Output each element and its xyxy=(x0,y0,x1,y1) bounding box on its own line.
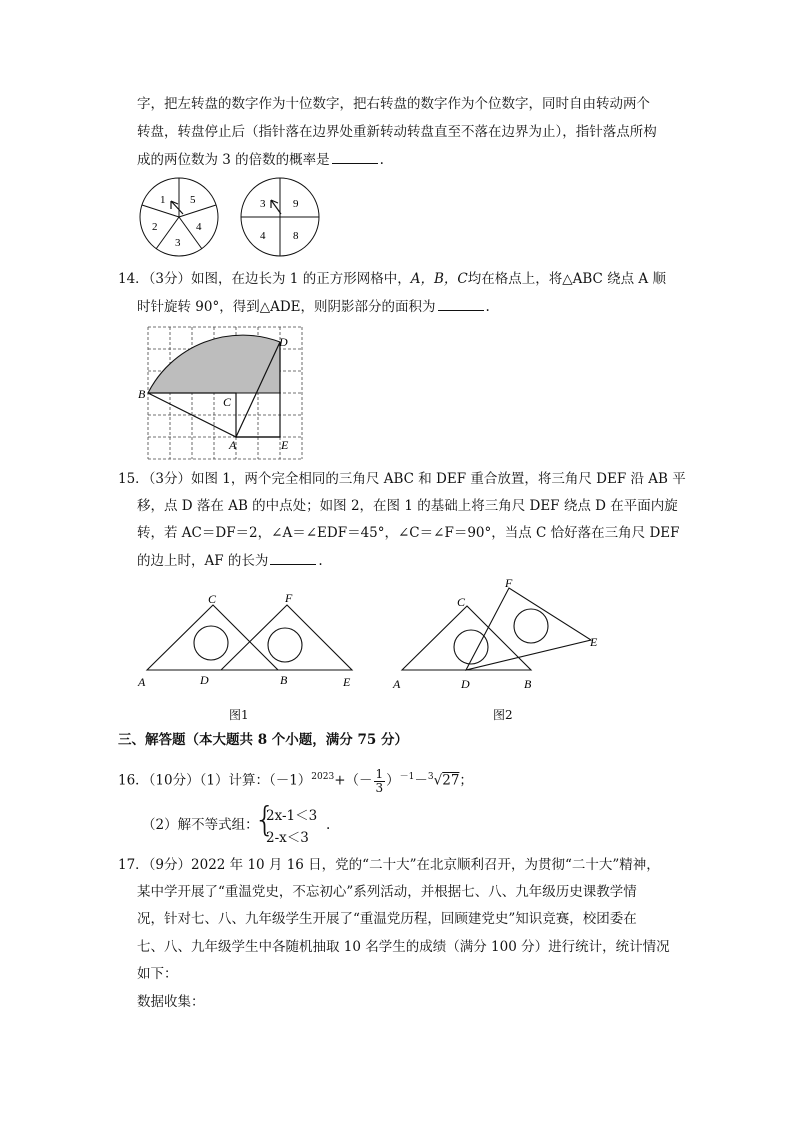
right-wheel-label: 4 xyxy=(260,230,266,242)
right-spinner xyxy=(241,178,319,256)
q15-figure-1 xyxy=(130,580,370,690)
q13-text-line-1: 字，把左转盘的数字作为十位数字，把右转盘的数字作为个位数字，同时自由转动两个 xyxy=(137,96,650,112)
q15-text-line-2: 移，点 D 落在 AB 的中点处；如图 2，在图 1 的基础上将三角尺 DEF 绕点 D 在平面内旋 xyxy=(137,498,678,514)
q15-text-line-1: 15．（3分）如图 1，两个完全相同的三角尺 ABC 和 DEF 重合放置，将三角尺 DEF 沿 AB 平 xyxy=(118,471,686,487)
triangle-abc xyxy=(402,606,531,670)
right-wheel-label: 3 xyxy=(260,198,266,210)
sqrt-icon: √ xyxy=(433,772,443,789)
q17-text-line-4: 七、八、九年级学生中各随机抽取 10 名学生的成绩（满分 100 分）进行统计，统计情况 xyxy=(137,939,670,955)
left-wheel-label: 2 xyxy=(152,221,158,233)
answer-blank xyxy=(332,151,378,164)
point-label-b: B xyxy=(280,673,288,687)
q16-period: . xyxy=(326,817,331,833)
point-label-c: C xyxy=(208,592,217,606)
point-label-a: A xyxy=(393,677,401,691)
q14-text-line-1: 14．（3分）如图，在边长为 1 的正方形网格中，A，B，C均在格点上，将△ABC 绕点 A 顺 xyxy=(118,271,666,287)
point-label-c: C xyxy=(457,595,466,609)
point-label-f: F xyxy=(285,591,293,605)
left-wheel-label: 1 xyxy=(160,194,166,206)
left-wheel-label: 3 xyxy=(175,237,181,249)
q15-figure-2 xyxy=(388,573,608,693)
q17-text-line-3: 况，针对七、八、九年级学生开展了“重温党历程，回顾建党史”知识竞赛，校团委在 xyxy=(137,911,637,927)
point-label-d: D xyxy=(279,335,288,349)
q16-part-1: 16．（10分）（1）计算：$(-1)^{2023}+(-$ $\frac{1}{3}$ ）$^{-1}$－$^3$√27； xyxy=(118,766,473,795)
point-label-e: E xyxy=(281,438,289,452)
left-wheel-label: 5 xyxy=(190,194,196,206)
brace-icon: { xyxy=(254,800,276,840)
q17-text-line-6: 数据收集： xyxy=(137,994,205,1010)
q14-text-line-2: 时针旋转 90°，得到△ADE，则阴影部分的面积为 . xyxy=(137,299,490,315)
q15-text-line-3: 转，若 AC＝DF＝2，∠A＝∠EDF＝45°，∠C＝∠F＝90°，当点 C 恰好落在三角尺 DEF xyxy=(137,525,680,541)
inequality-2: 2-x＜3 xyxy=(266,830,309,846)
figure-1-caption: 图1 xyxy=(229,708,249,722)
q14-grid-figure xyxy=(140,322,310,462)
q13-text-line-3: 成的两位数为 3 的倍数的概率是 . xyxy=(137,152,384,168)
triangle-def xyxy=(221,605,352,670)
figure-2-caption: 图2 xyxy=(493,708,513,722)
left-wheel-label: 4 xyxy=(196,221,202,233)
point-label-a: A xyxy=(138,675,146,689)
point-label-e: E xyxy=(590,635,598,649)
point-label-b: B xyxy=(524,677,532,691)
inequality-1: 2x-1＜3 xyxy=(266,808,318,824)
left-spinner xyxy=(140,178,218,256)
answer-blank xyxy=(270,552,316,565)
section-heading: 三、解答题（本大题共 8 个小题，满分 75 分） xyxy=(118,732,408,748)
right-wheel-label: 9 xyxy=(293,198,299,210)
point-label-d: D xyxy=(461,677,470,691)
point-label-b: B xyxy=(138,387,146,401)
q16-part-2-label: （2）解不等式组： xyxy=(142,817,259,833)
q15-text-line-4: 的边上时，AF 的长为 . xyxy=(137,553,323,569)
q17-text-line-1: 17．（9分）2022 年 10 月 16 日，党的“二十大”在北京顺利召开，为贯彻“二十大”精神， xyxy=(118,857,660,873)
point-label-d: D xyxy=(200,673,209,687)
fraction: $\frac{1}{3}$ xyxy=(375,766,384,795)
pointer-arrow-icon xyxy=(171,201,183,214)
point-label-a: A xyxy=(229,438,237,452)
q13-spinners-figure xyxy=(130,176,330,266)
point-label-c: C xyxy=(223,395,232,409)
point-label-e: E xyxy=(343,675,351,689)
right-wheel-label: 8 xyxy=(293,230,299,242)
point-label-f: F xyxy=(505,576,513,590)
q13-text-line-2: 转盘，转盘停止后（指针落在边界处重新转动转盘直至不落在边界为止），指针落点所构 xyxy=(137,124,657,140)
q17-text-line-2: 某中学开展了“重温党史，不忘初心”系列活动，并根据七、八、九年级历史课教学情 xyxy=(137,884,637,900)
q17-text-line-5: 如下： xyxy=(137,966,178,982)
answer-blank xyxy=(438,298,484,311)
